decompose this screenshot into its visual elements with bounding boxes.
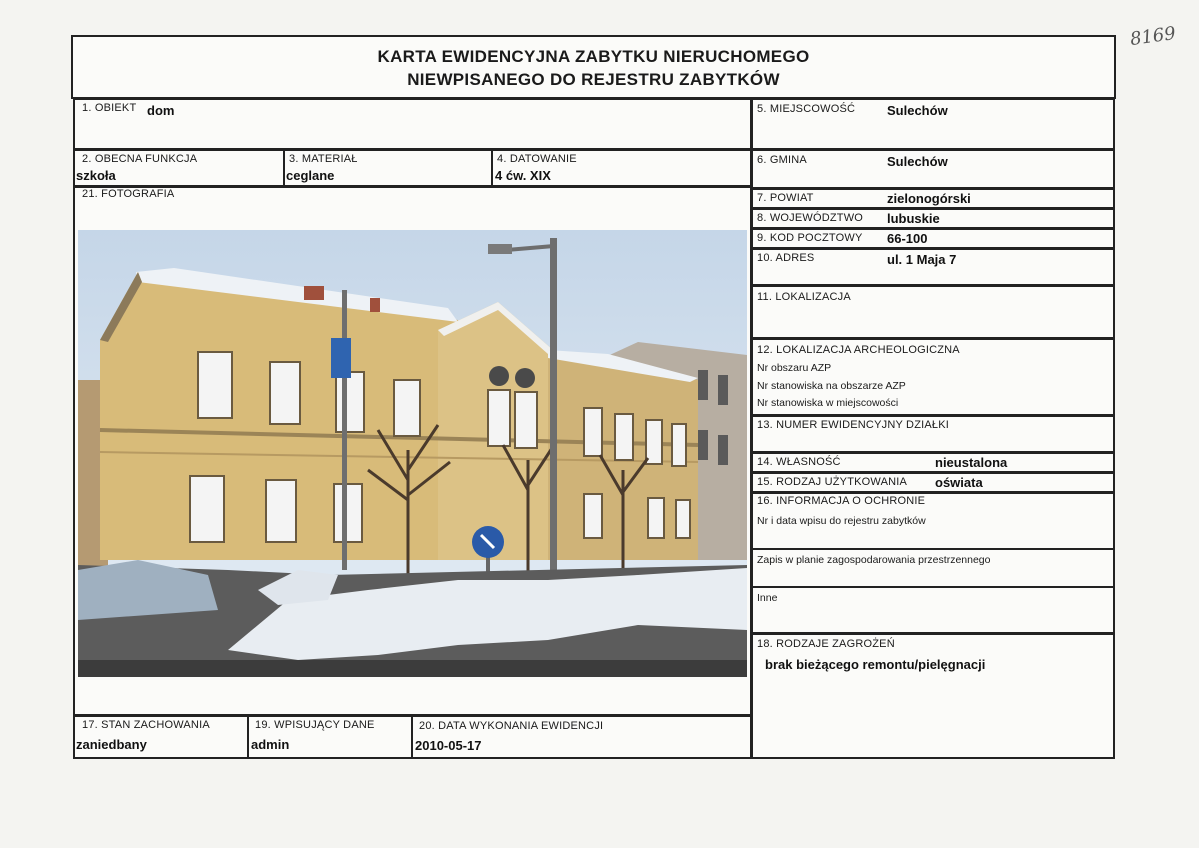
miejscowosc-value: Sulechów <box>887 103 948 118</box>
wojewodztwo-value: lubuskie <box>887 211 940 226</box>
card-title-line2: NIEWPISANEGO DO REJESTRU ZABYTKÓW <box>407 70 780 89</box>
field-funkcja <box>73 149 285 187</box>
obiekt-value: dom <box>147 103 175 118</box>
field-zagrozenia <box>751 633 1115 759</box>
ochrona-divider-1 <box>753 548 1113 550</box>
wojewodztwo-label: 8. WOJEWÓDZTWO <box>757 212 864 224</box>
adres-label: 10. ADRES <box>757 252 815 264</box>
archeo-line1: Nr obszaru AZP <box>757 362 832 374</box>
field-wpisujacy <box>247 715 413 759</box>
card-title-line1: KARTA EWIDENCYJNA ZABYTKU NIERUCHOMEGO <box>377 47 810 66</box>
powiat-value: zielonogórski <box>887 191 971 206</box>
material-value: ceglane <box>286 168 335 183</box>
field-miejscowosc <box>751 98 1115 150</box>
field-material <box>283 149 493 187</box>
kod-value: 66-100 <box>887 231 928 246</box>
ochrona-line2: Zapis w planie zagospodarowania przestrzennego <box>757 554 991 566</box>
field-lokalizacja <box>751 285 1115 339</box>
fotografia-label: 21. FOTOGRAFIA <box>82 188 175 200</box>
field-gmina <box>751 149 1115 189</box>
data-label: 20. DATA WYKONANIA EWIDENCJI <box>419 720 604 732</box>
uzytkowanie-label: 15. RODZAJ UŻYTKOWANIA <box>757 476 908 488</box>
datowanie-value: 4 ćw. XIX <box>495 168 551 183</box>
kod-label: 9. KOD POCZTOWY <box>757 232 863 244</box>
archeo-line3: Nr stanowiska w miejscowości <box>757 397 899 409</box>
ochrona-divider-2 <box>753 586 1113 588</box>
funkcja-value: szkoła <box>76 168 116 183</box>
archeo-label: 12. LOKALIZACJA ARCHEOLOGICZNA <box>757 344 960 356</box>
field-obiekt <box>73 98 752 150</box>
field-stan <box>73 715 249 759</box>
field-wojewodztwo <box>751 208 1115 229</box>
field-kod <box>751 228 1115 249</box>
field-ochrona <box>751 492 1115 634</box>
ochrona-line1: Nr i data wpisu do rejestru zabytków <box>757 515 926 527</box>
field-uzytkowanie <box>751 472 1115 493</box>
obiekt-label: 1. OBIEKT <box>82 102 137 114</box>
dzialka-label: 13. NUMER EWIDENCYJNY DZIAŁKI <box>757 419 950 431</box>
wpisujacy-value: admin <box>251 737 290 752</box>
uzytkowanie-value: oświata <box>935 475 983 490</box>
ochrona-line3: Inne <box>757 592 778 604</box>
material-label: 3. MATERIAŁ <box>289 153 358 165</box>
archeo-line2: Nr stanowiska na obszarze AZP <box>757 380 906 392</box>
wlasnosc-label: 14. WŁASNOŚĆ <box>757 456 841 468</box>
field-adres <box>751 248 1115 286</box>
adres-value: ul. 1 Maja 7 <box>887 252 957 267</box>
field-data <box>411 715 752 759</box>
field-archeo <box>751 338 1115 416</box>
powiat-label: 7. POWIAT <box>757 192 814 204</box>
zagrozenia-value: brak bieżącego remontu/pielęgnacji <box>765 657 986 672</box>
miejscowosc-label: 5. MIEJSCOWOŚĆ <box>757 103 856 115</box>
field-dzialka <box>751 415 1115 453</box>
funkcja-label: 2. OBECNA FUNKCJA <box>82 153 198 165</box>
wpisujacy-label: 19. WPISUJĄCY DANE <box>255 719 375 731</box>
datowanie-label: 4. DATOWANIE <box>497 153 577 165</box>
field-wlasnosc <box>751 452 1115 473</box>
data-value: 2010-05-17 <box>415 738 482 753</box>
zagrozenia-label: 18. RODZAJE ZAGROŻEŃ <box>757 638 895 650</box>
card-header <box>71 35 1116 99</box>
handwritten-number: 8169 <box>1128 22 1178 51</box>
gmina-label: 6. GMINA <box>757 154 807 166</box>
stan-value: zaniedbany <box>76 737 147 752</box>
field-datowanie <box>491 149 752 187</box>
field-powiat <box>751 188 1115 209</box>
stan-label: 17. STAN ZACHOWANIA <box>82 719 210 731</box>
gmina-value: Sulechów <box>887 154 948 169</box>
building-photo <box>78 230 747 677</box>
wlasnosc-value: nieustalona <box>935 455 1008 470</box>
lokalizacja-label: 11. LOKALIZACJA <box>757 291 851 303</box>
ochrona-label: 16. INFORMACJA O OCHRONIE <box>757 495 926 507</box>
